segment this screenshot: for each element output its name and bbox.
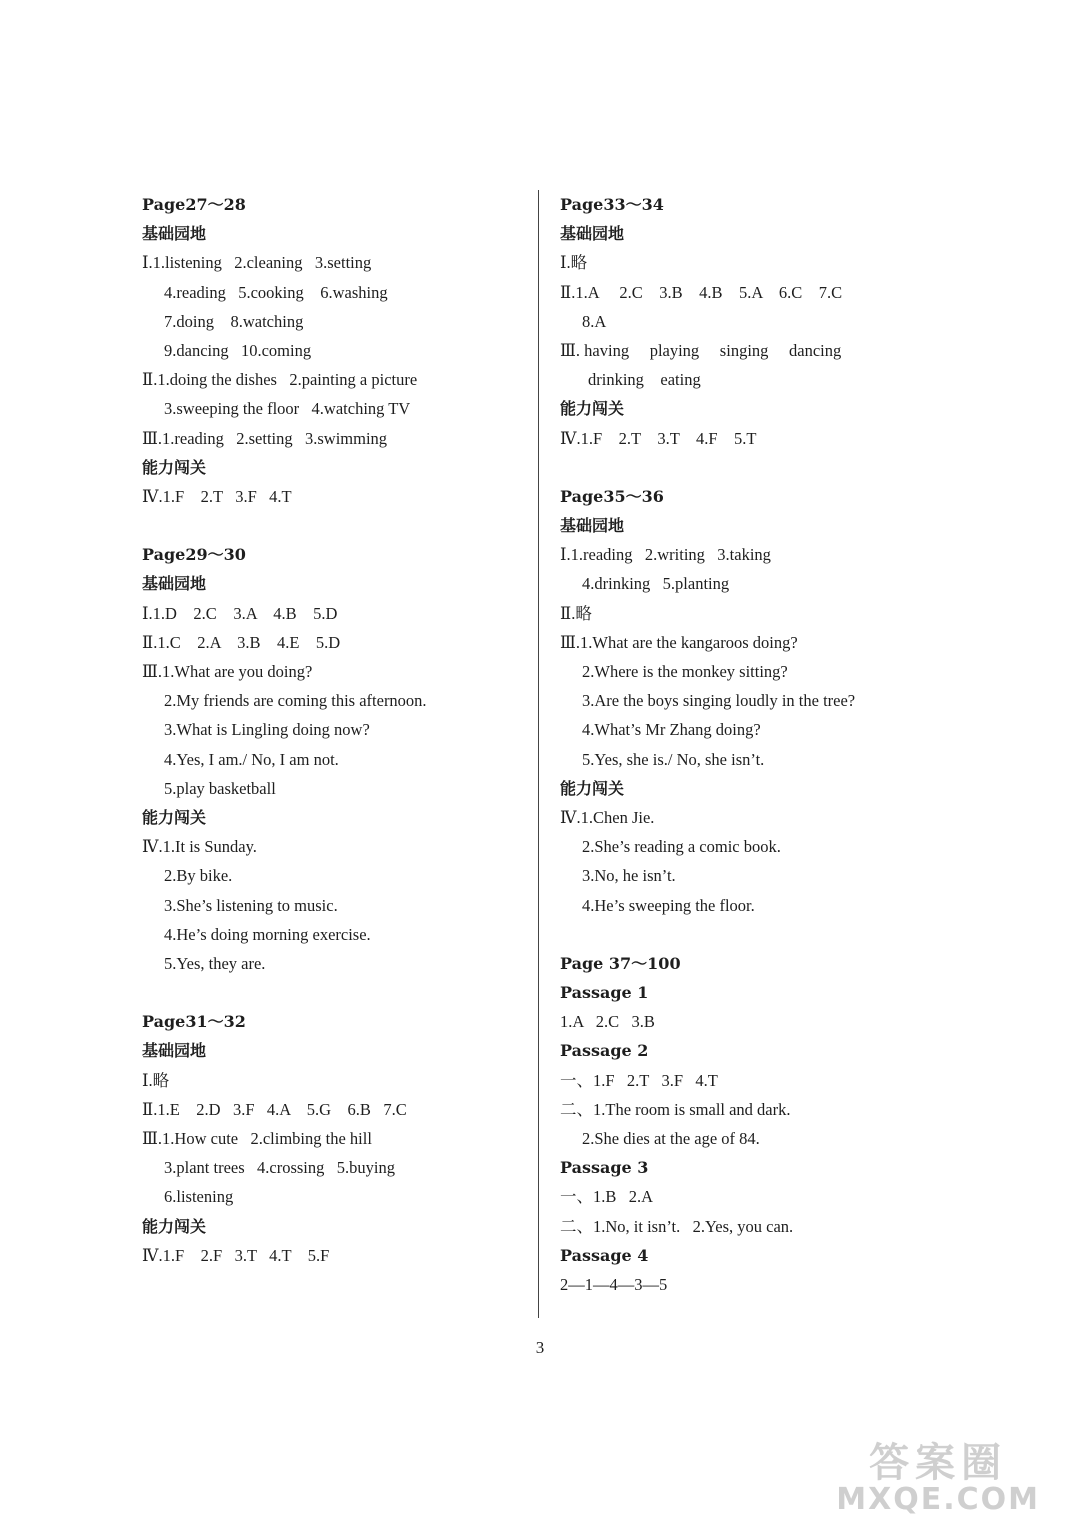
answer-line: 5.play basketball [164, 778, 276, 798]
section-heading: 基础园地 [142, 224, 207, 244]
page-range-heading: Page33～34 [560, 195, 664, 214]
section-heading: Passage 1 [560, 983, 649, 1003]
answer-line: 4.He’s doing morning exercise. [164, 924, 371, 944]
answer-line: Ⅲ.1.reading 2.setting 3.swimming [142, 428, 388, 448]
section-heading: Passage 3 [560, 1158, 649, 1178]
answer-line: 4.He’s sweeping the floor. [582, 895, 755, 915]
answer-line: Ⅰ.1.listening 2.cleaning 3.setting [142, 253, 372, 273]
section-heading: 能力闯关 [142, 457, 207, 477]
answer-line: Ⅰ.1.D 2.C 3.A 4.B 5.D [142, 603, 338, 623]
answer-line: 9.dancing 10.coming [164, 340, 312, 360]
section-heading: 能力闯关 [560, 399, 625, 419]
section-heading: 基础园地 [142, 1041, 207, 1061]
page-range-heading: Page31～32 [142, 1012, 246, 1032]
answer-line: 3.plant trees 4.crossing 5.buying [164, 1158, 395, 1178]
answer-line: Ⅱ.1.A 2.C 3.B 4.B 5.A 6.C 7.C [560, 282, 843, 302]
answer-line: 一、1.F 2.T 3.F 4.T [560, 1070, 718, 1090]
answer-line: 2.My friends are coming this afternoon. [164, 691, 427, 711]
answer-line: Ⅱ.1.E 2.D 3.F 4.A 5.G 6.B 7.C [142, 1099, 407, 1119]
answer-line: 2.She’s reading a comic book. [582, 837, 781, 857]
page-range-heading: Page 37～100 [560, 953, 681, 973]
answer-line: Ⅰ.略 [142, 1070, 170, 1090]
answer-line: Ⅱ.略 [560, 603, 592, 623]
section-heading: 能力闯关 [142, 807, 207, 827]
spacer [560, 453, 960, 482]
answer-line: Ⅰ.略 [560, 253, 588, 273]
answer-line: 4.drinking 5.planting [582, 574, 730, 594]
section-heading: 能力闯关 [142, 1216, 207, 1236]
answer-line: Ⅲ. having playing singing dancing [560, 340, 842, 360]
answer-line: 6.listening [164, 1187, 234, 1207]
answer-line: 3.Are the boys singing loudly in the tree? [582, 691, 856, 711]
answer-line: Ⅳ.1.F 2.F 3.T 4.T 5.F [142, 1245, 330, 1265]
column-divider [538, 190, 539, 1318]
answer-line: Ⅲ.1.What are the kangaroos doing? [560, 632, 798, 652]
page-range-heading: Page29～30 [142, 545, 246, 565]
answer-line: 2.Where is the monkey sitting? [582, 662, 788, 681]
answer-line: Ⅲ.1.What are you doing? [142, 662, 313, 681]
answer-line: Ⅳ.1.F 2.T 3.F 4.T [142, 486, 292, 506]
answer-line: 4.Yes, I am./ No, I am not. [164, 749, 339, 769]
answer-line: 1.A 2.C 3.B [560, 1012, 655, 1032]
answer-line: 5.Yes, they are. [164, 953, 266, 973]
answer-line: Ⅱ.1.doing the dishes 2.painting a picture [142, 370, 418, 390]
section-heading: 基础园地 [142, 574, 207, 594]
section-heading: 基础园地 [560, 516, 625, 536]
spacer [560, 920, 960, 949]
answer-line: Ⅳ.1.Chen Jie. [560, 807, 655, 827]
answer-line: 2—1—4—3—5 [560, 1274, 668, 1294]
answer-line: Ⅳ.1.F 2.T 3.T 4.F 5.T [560, 428, 757, 448]
answer-line: 4.reading 5.cooking 6.washing [164, 282, 388, 302]
answer-line: 4.What’s Mr Zhang doing? [582, 720, 761, 740]
watermark [836, 1431, 1040, 1517]
answer-line: Ⅰ.1.reading 2.writing 3.taking [560, 545, 771, 565]
answer-line: 3.sweeping the floor 4.watching TV [164, 399, 411, 419]
answer-line: 8.A [582, 311, 607, 331]
watermark-logo-text: 答案圈 [869, 1440, 1008, 1486]
answer-line: 3.No, he isn’t. [582, 866, 676, 886]
page-range-heading: Page27～28 [142, 195, 246, 214]
answer-line: 3.What is Lingling doing now? [164, 720, 370, 740]
section-heading: Passage 2 [560, 1041, 649, 1061]
right-column [560, 190, 960, 1299]
answer-line: 一、1.B 2.A [560, 1187, 654, 1207]
spacer [142, 511, 522, 540]
answer-line: Ⅱ.1.C 2.A 3.B 4.E 5.D [142, 632, 341, 652]
answer-line: 3.She’s listening to music. [164, 895, 338, 915]
answer-line: 二、1.The room is small and dark. [560, 1099, 791, 1119]
answer-line: 5.Yes, she is./ No, she isn’t. [582, 749, 765, 769]
spacer [142, 978, 522, 1007]
answer-line: Ⅲ.1.How cute 2.climbing the hill [142, 1129, 372, 1148]
answer-line: Ⅳ.1.It is Sunday. [142, 837, 257, 857]
answer-line: 2.She dies at the age of 84. [582, 1129, 760, 1148]
page-range-heading: Page35～36 [560, 486, 664, 506]
page-number: 3 [535, 1338, 545, 1357]
answer-line: 2.By bike. [164, 866, 233, 886]
left-column [142, 190, 522, 1270]
section-heading: Passage 4 [560, 1245, 649, 1265]
section-heading: 能力闯关 [560, 778, 625, 798]
answer-line: drinking eating [588, 370, 701, 390]
section-heading: 基础园地 [560, 224, 625, 244]
answer-line: 二、1.No, it isn’t. 2.Yes, you can. [560, 1216, 794, 1236]
answer-line: 7.doing 8.watching [164, 311, 304, 331]
watermark-url: MXQE.COM [836, 1482, 1040, 1517]
